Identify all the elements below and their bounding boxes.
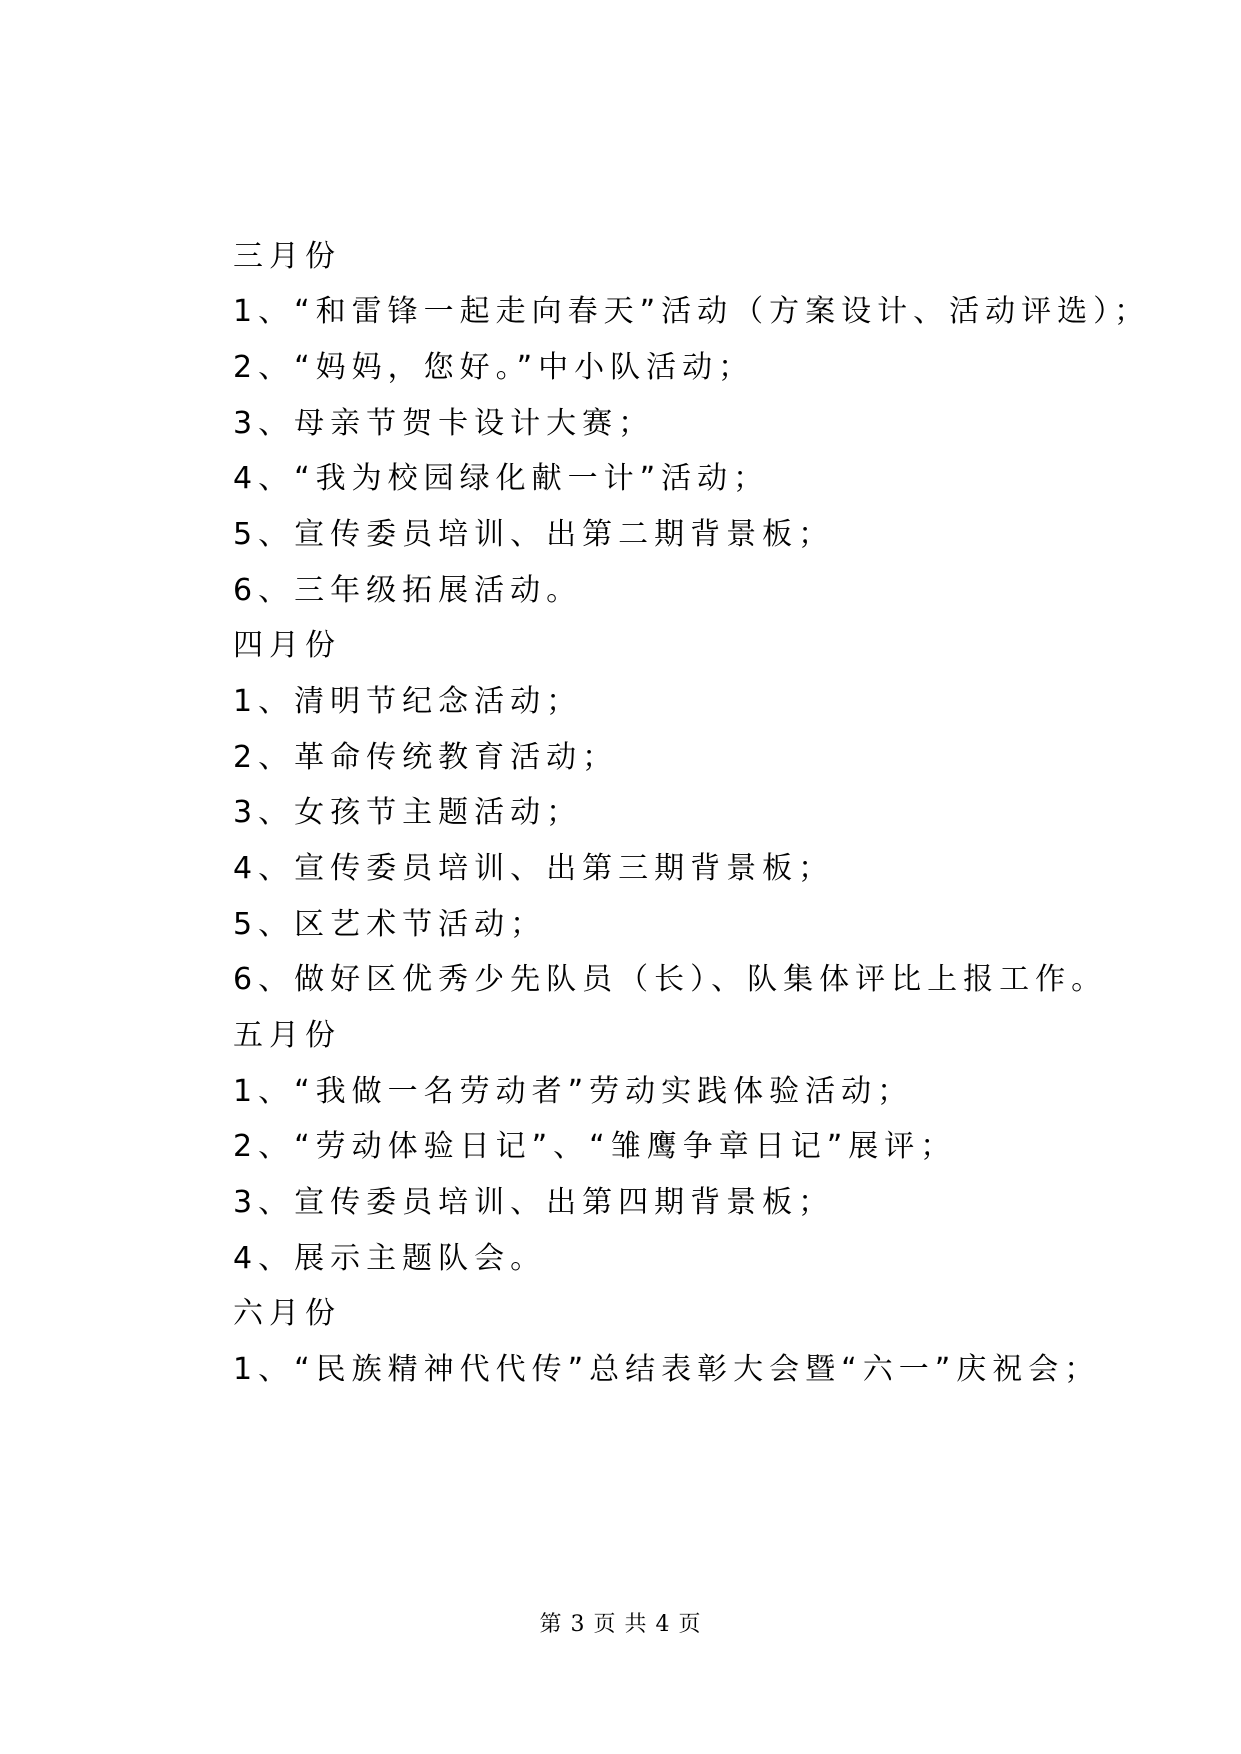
list-item: 5、宣传委员培训、出第二期背景板；	[233, 517, 835, 552]
list-item: 6、三年级拓展活动。	[233, 573, 583, 608]
list-item: 4、“我为校园绿化献一计”活动；	[233, 461, 770, 496]
heading-april: 四月份	[233, 628, 341, 663]
list-item: 4、宣传委员培训、出第三期背景板；	[233, 851, 835, 886]
page-footer: 第 3 页 共 4 页	[539, 1612, 702, 1637]
list-item: 6、做好区优秀少先队员（长）、队集体评比上报工作。	[233, 962, 1108, 997]
list-item: 2、革命传统教育活动；	[233, 740, 619, 775]
list-item: 5、区艺术节活动；	[233, 907, 547, 942]
list-item: 2、“劳动体验日记”、“雏鹰争章日记”展评；	[233, 1129, 957, 1164]
list-item: 3、母亲节贺卡设计大赛；	[233, 406, 655, 441]
list-item: 3、宣传委员培训、出第四期背景板；	[233, 1185, 835, 1220]
list-item: 1、清明节纪念活动；	[233, 684, 583, 719]
list-item: 1、“和雷锋一起走向春天”活动（方案设计、活动评选）；	[233, 294, 1151, 329]
list-item: 3、女孩节主题活动；	[233, 795, 583, 830]
list-item: 4、展示主题队会。	[233, 1241, 547, 1276]
heading-may: 五月份	[233, 1018, 341, 1053]
list-item: 1、“民族精神代代传”总结表彰大会暨“六一”庆祝会；	[233, 1352, 1101, 1387]
heading-march: 三月份	[233, 239, 341, 274]
list-item: 2、“妈妈，您好。”中小队活动；	[233, 350, 755, 385]
heading-june: 六月份	[233, 1296, 341, 1331]
list-item: 1、“我做一名劳动者”劳动实践体验活动；	[233, 1074, 914, 1109]
